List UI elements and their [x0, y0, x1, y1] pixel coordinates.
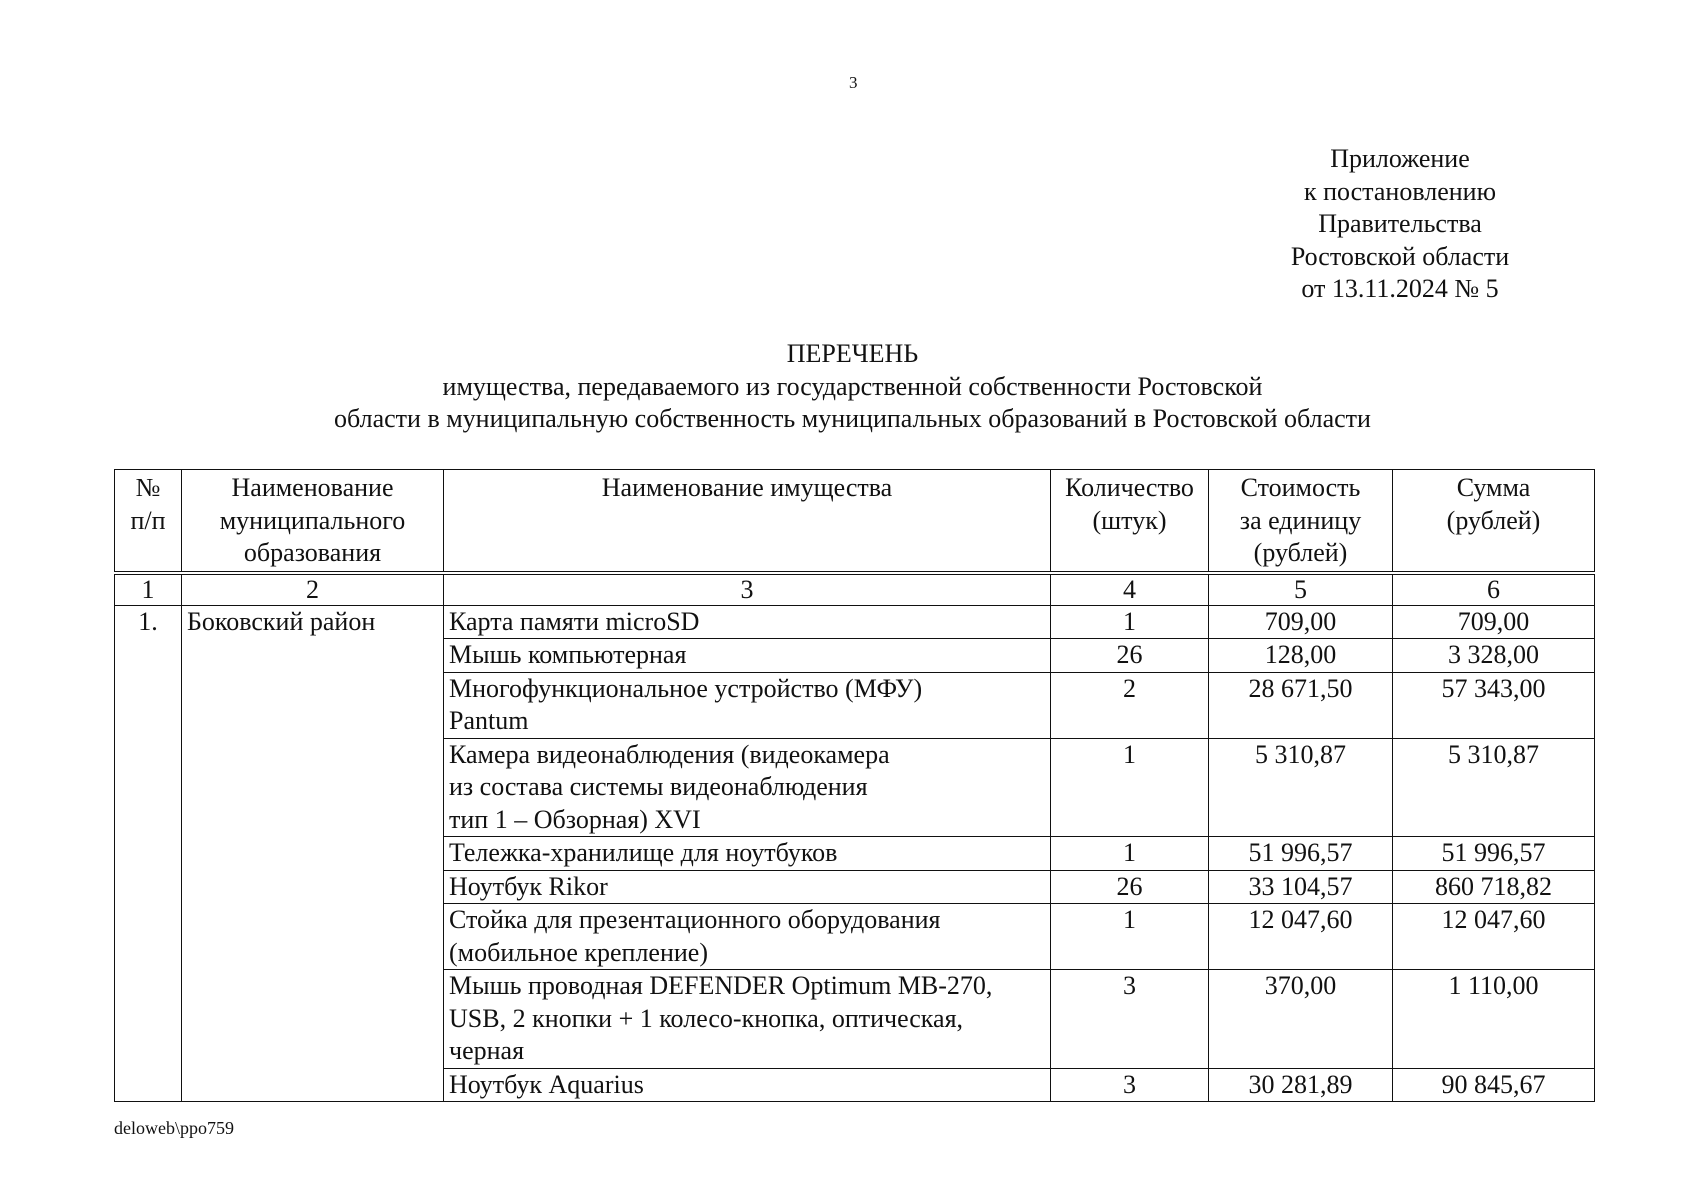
property-name-cell: [444, 970, 1051, 1069]
total-cell: 3 328,00: [1393, 639, 1595, 673]
table-header-row: [115, 470, 1595, 573]
property-name-line: тип 1 – Обзорная) XVI: [449, 804, 701, 834]
property-name-line: Pantum: [449, 706, 529, 735]
column-number: 1: [115, 573, 182, 606]
quantity-cell: 1: [1051, 738, 1209, 837]
unit-price-cell: 33 104,57: [1209, 870, 1393, 904]
property-name-cell: [444, 904, 1051, 970]
property-name-line: Мышь компьютерная: [449, 640, 687, 669]
column-number: 2: [182, 573, 444, 606]
appendix-line: Правительства: [1318, 209, 1482, 238]
appendix-line: от 13.11.2024 № 5: [1301, 274, 1499, 303]
unit-price-cell: 28 671,50: [1209, 672, 1393, 738]
column-number: 5: [1209, 573, 1393, 606]
property-name-cell: [444, 639, 1051, 673]
header-unit-price: Стоимость за единицу (рублей): [1209, 470, 1393, 573]
total-cell: 57 343,00: [1393, 672, 1595, 738]
quantity-cell: 26: [1051, 639, 1209, 673]
property-name-line: из состава системы видеонаблюдения: [449, 772, 868, 801]
property-name-cell: [444, 870, 1051, 904]
table-row: [115, 605, 1595, 639]
total-cell: 12 047,60: [1393, 904, 1595, 970]
property-name-cell: [444, 738, 1051, 837]
column-number: 3: [444, 573, 1051, 606]
property-name-line: Ноутбук Aquarius: [449, 1069, 644, 1099]
property-name-line: Ноутбук Rikor: [449, 871, 608, 901]
quantity-cell: 1: [1051, 837, 1209, 871]
total-cell: 90 845,67: [1393, 1068, 1595, 1102]
unit-price-cell: 12 047,60: [1209, 904, 1393, 970]
unit-price-cell: 128,00: [1209, 639, 1393, 673]
property-name-line: USB, 2 кнопки + 1 колесо-кнопка, оптическая,: [449, 1003, 964, 1033]
property-name-line: Тележка-хранилище для ноутбуков: [449, 838, 838, 867]
total-cell: 5 310,87: [1393, 738, 1595, 837]
page-number: 3: [849, 73, 858, 92]
quantity-cell: 3: [1051, 970, 1209, 1069]
municipality-name: Боковский район: [182, 605, 444, 1102]
property-name-line: (мобильное крепление): [449, 937, 708, 967]
header-number: № п/п: [115, 470, 182, 573]
unit-price-cell: 5 310,87: [1209, 738, 1393, 837]
appendix-line: Ростовской области: [1290, 241, 1510, 271]
unit-price-cell: 709,00: [1209, 605, 1393, 639]
column-number: 4: [1051, 573, 1209, 606]
title-line: области в муниципальную собственность муниципальных образований в Ростовской области: [334, 404, 1371, 433]
quantity-cell: 3: [1051, 1068, 1209, 1102]
property-table: [114, 469, 1595, 1102]
property-name-line: Стойка для презентационного оборудования: [449, 905, 941, 934]
column-number: 6: [1393, 573, 1595, 606]
total-cell: 51 996,57: [1393, 837, 1595, 871]
appendix-line: к постановлению: [1303, 176, 1497, 206]
property-name-cell: [444, 837, 1051, 871]
property-name-line: Мышь проводная DEFENDER Optimum MB-270,: [449, 971, 993, 1000]
title-line: имущества, передаваемого из государственной собственности Ростовской: [442, 371, 1263, 401]
property-name-line: Камера видеонаблюдения (видеокамера: [449, 739, 890, 769]
total-cell: 709,00: [1393, 605, 1595, 639]
property-name-cell: [444, 605, 1051, 639]
total-cell: 860 718,82: [1393, 870, 1595, 904]
quantity-cell: 26: [1051, 870, 1209, 904]
total-cell: 1 110,00: [1393, 970, 1595, 1069]
unit-price-cell: 30 281,89: [1209, 1068, 1393, 1102]
title-heading: ПЕРЕЧЕНЬ: [786, 339, 919, 368]
header-quantity: Количество (штук): [1051, 470, 1209, 573]
property-name-line: Многофункциональное устройство (МФУ): [449, 673, 923, 703]
footer-document-code: deloweb\ppo759: [114, 1118, 234, 1138]
header-total: Сумма (рублей): [1393, 470, 1595, 573]
header-municipality: Наименование муниципального образования: [182, 470, 444, 573]
header-property-name: Наименование имущества: [444, 470, 1051, 573]
column-numbering-row: [115, 573, 1595, 606]
unit-price-cell: 370,00: [1209, 970, 1393, 1069]
appendix-line: Приложение: [1330, 144, 1470, 173]
property-name-cell: [444, 672, 1051, 738]
quantity-cell: 1: [1051, 605, 1209, 639]
unit-price-cell: 51 996,57: [1209, 837, 1393, 871]
property-table-wrapper: [114, 469, 1595, 1102]
quantity-cell: 2: [1051, 672, 1209, 738]
quantity-cell: 1: [1051, 904, 1209, 970]
property-name-line: Карта памяти microSD: [449, 606, 700, 636]
property-name-cell: [444, 1068, 1051, 1102]
document-title: [260, 338, 1445, 436]
property-name-line: черная: [449, 1036, 525, 1065]
row-group-number: 1.: [115, 605, 182, 1102]
appendix-block: [1270, 143, 1530, 306]
item-rows: [115, 605, 1595, 1102]
